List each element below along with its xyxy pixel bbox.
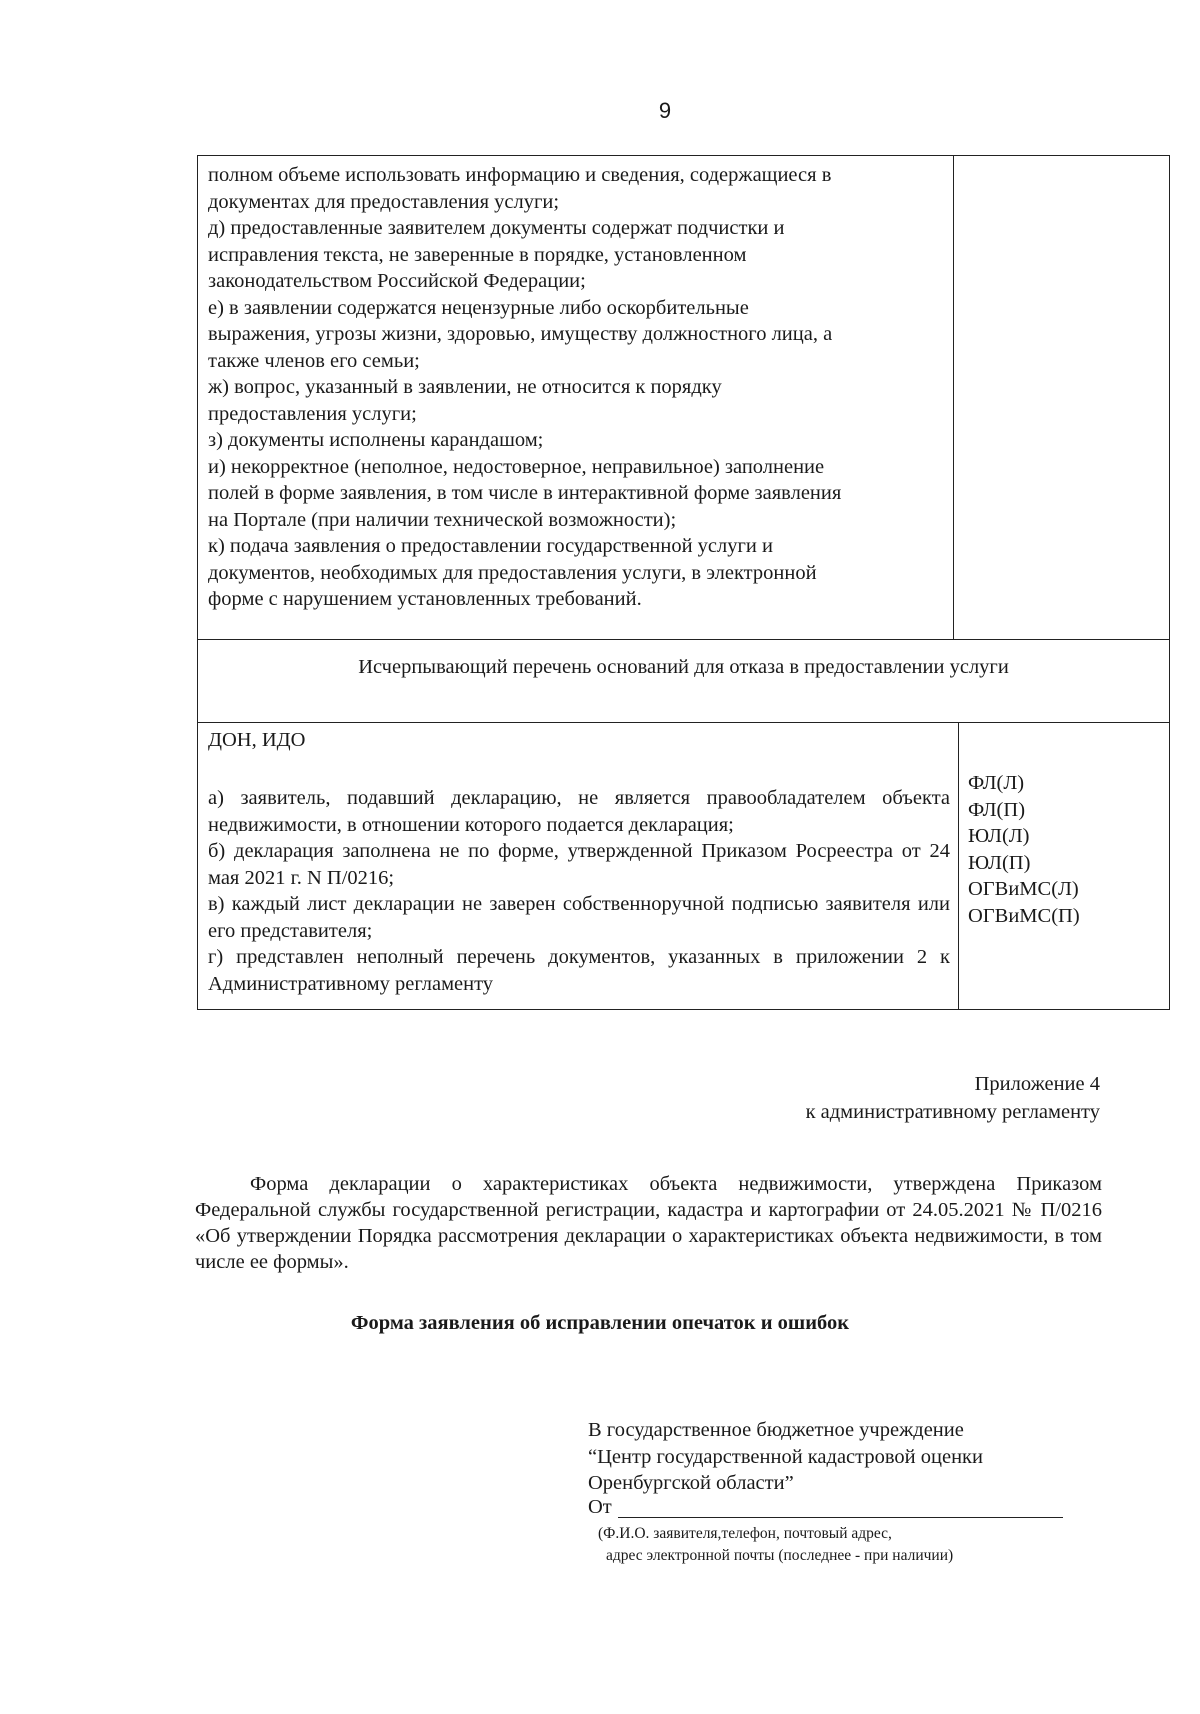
- text-line: форме с нарушением установленных требований.: [208, 588, 642, 610]
- text-line: выражения, угрозы жизни, здоровью, имуществу должностного лица, а: [208, 323, 833, 345]
- list-item: ЮЛ(П): [968, 851, 1031, 874]
- text-line: е) в заявлении содержатся нецензурные либо оскорбительные: [208, 296, 749, 319]
- text-line: на Портале (при наличии технической возможности);: [208, 508, 677, 531]
- caption-line: адрес электронной почты (последнее - при наличии): [606, 1547, 954, 1564]
- table-row-refusal-grounds: [197, 723, 1170, 1010]
- text-line: и) некорректное (неполное, недостоверное, неправильное) заполнение: [208, 455, 825, 478]
- service-codes-heading: ДОН, ИДО: [208, 729, 306, 751]
- applicant-codes-list: [968, 770, 1080, 929]
- addressee-line: “Центр государственной кадастровой оценки: [588, 1445, 983, 1468]
- list-item: ЮЛ(Л): [968, 825, 1030, 847]
- text-line: з) документы исполнены карандашом;: [208, 429, 544, 451]
- table-row-section-heading: [197, 640, 1170, 723]
- from-label: От: [588, 1496, 612, 1518]
- appendix-number: Приложение 4: [974, 1073, 1100, 1095]
- list-item: г) представлен неполный перечень документов, указанных в приложении 2 к Административному регламенту: [208, 946, 950, 995]
- declaration-form-paragraph: Форма декларации о характеристиках объекта недвижимости, утверждена Приказом Федеральной службы государственной регистрации, кадастра и картографии от 24.05.2021 № П/0216 «Об утверждении Порядка рассмотрения декларации о характеристиках объекта недвижимости, в том числе ее формы».: [195, 1173, 1102, 1273]
- list-item: ОГВиМС(Л): [968, 878, 1079, 900]
- text-line: документов, необходимых для предоставления услуги, в электронной: [208, 561, 817, 584]
- page-number: 9: [658, 98, 672, 123]
- addressee-block: [588, 1417, 983, 1497]
- list-item: ФЛ(Л): [968, 772, 1025, 794]
- text-line: предоставления услуги;: [208, 402, 417, 425]
- list-item: ФЛ(П): [968, 798, 1026, 821]
- form-title: Форма заявления об исправлении опечаток и ошибок: [350, 1312, 850, 1334]
- text-line: д) предоставленные заявителем документы содержат подчистки и: [208, 217, 785, 239]
- text-line: полном объеме использовать информацию и сведения, содержащиеся в: [208, 164, 832, 186]
- section-heading: Исчерпывающий перечень оснований для отказа в предоставлении услуги: [358, 656, 1009, 678]
- list-item: а) заявитель, подавший декларацию, не является правообладателем объекта недвижимости, в отношении которого подается декларация;: [208, 787, 950, 836]
- refusal-grounds-list: [208, 785, 950, 997]
- appendix-header: [806, 1070, 1100, 1126]
- caption-line: (Ф.И.О. заявителя,телефон, почтовый адрес,: [598, 1525, 892, 1542]
- text-line: ж) вопрос, указанный в заявлении, не относится к порядку: [208, 376, 722, 398]
- text-line: законодательством Российской Федерации;: [208, 270, 586, 292]
- text-line: документах для предоставления услуги;: [208, 190, 560, 213]
- list-item: б) декларация заполнена не по форме, утвержденной Приказом Росреестра от 24 мая 2021 г. N П/0216;: [208, 840, 950, 889]
- text-line: полей в форме заявления, в том числе в интерактивной форме заявления: [208, 482, 842, 504]
- text-line: исправления текста, не заверенные в порядке, установленном: [208, 243, 747, 266]
- from-blank-line: [618, 1517, 1063, 1518]
- table-column-divider: [958, 723, 959, 1009]
- list-item: в) каждый лист декларации не заверен собственноручной подписью заявителя или его представителя;: [208, 893, 950, 942]
- addressee-line: В государственное бюджетное учреждение: [588, 1419, 964, 1441]
- addressee-line: Оренбургской области”: [588, 1472, 794, 1494]
- table-column-divider: [953, 156, 954, 639]
- appendix-reference: к административному регламенту: [805, 1101, 1100, 1123]
- text-line: к) подача заявления о предоставлении государственной услуги и: [208, 535, 773, 557]
- table-cell-text: [208, 162, 946, 613]
- text-line: также членов его семьи;: [208, 349, 420, 372]
- from-field-caption: [598, 1523, 953, 1567]
- from-field: [588, 1496, 1063, 1519]
- table-row-grounds-refusal-acceptance: [197, 155, 1170, 640]
- list-item: ОГВиМС(П): [968, 904, 1080, 927]
